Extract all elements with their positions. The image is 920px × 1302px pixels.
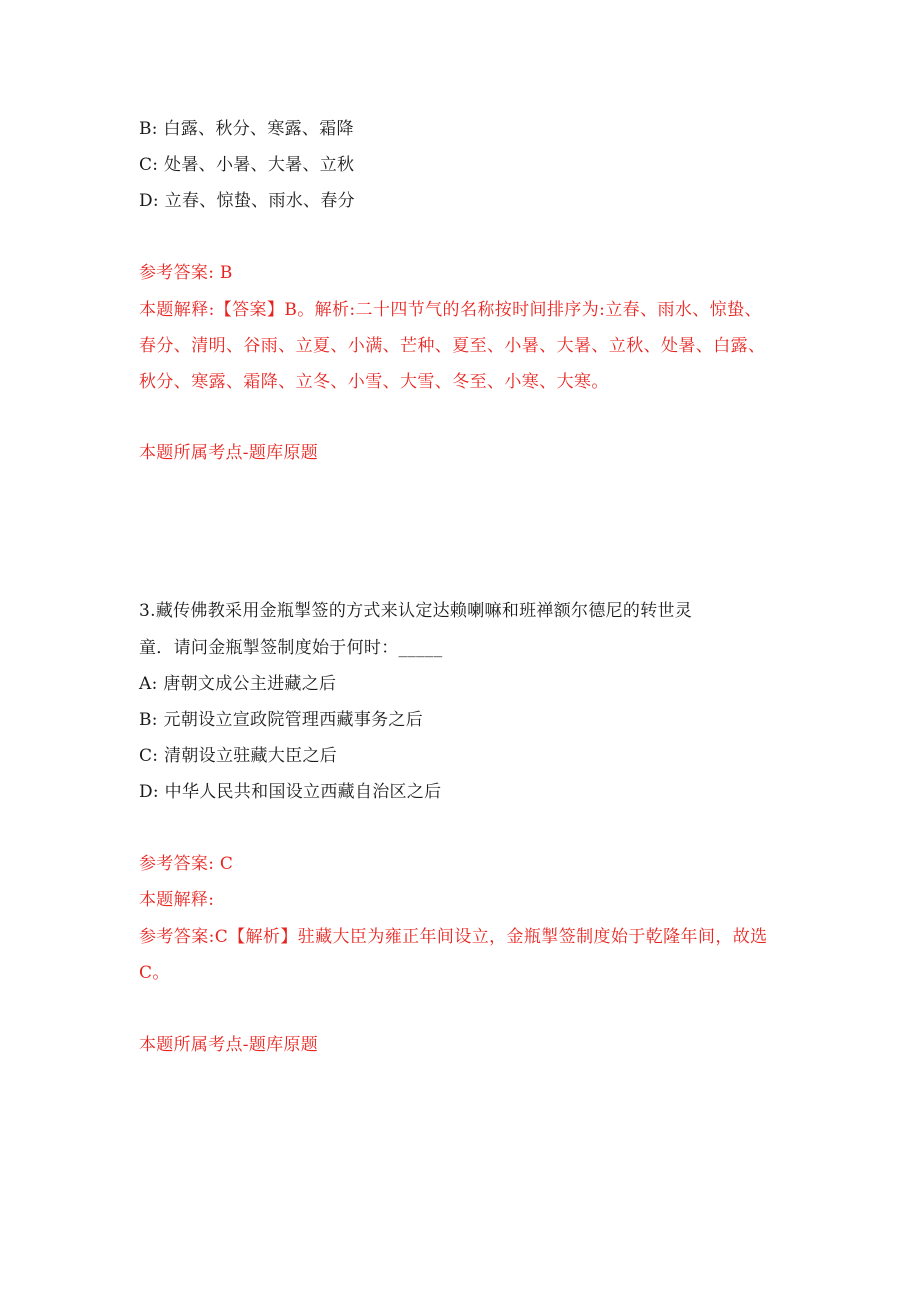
- q2-option-c: C: 处暑、小暑、大暑、立秋: [139, 155, 355, 175]
- q2-option-d: D: 立春、惊蛰、雨水、春分: [139, 191, 355, 211]
- q2-source: 本题所属考点-题库原题: [139, 443, 319, 463]
- q3-option-d: D: 中华人民共和国设立西藏自治区之后: [139, 782, 442, 802]
- q3-answer: 参考答案: C: [139, 854, 234, 874]
- q3-option-a: A: 唐朝文成公主进藏之后: [139, 674, 337, 694]
- q3-question-line1: 3.藏传佛教采用金瓶掣签的方式来认定达赖喇嘛和班禅额尔德尼的转世灵: [139, 601, 693, 621]
- q3-source: 本题所属考点-题库原题: [139, 1035, 319, 1055]
- q3-option-c: C: 清朝设立驻藏大臣之后: [139, 746, 338, 766]
- q2-explanation: 本题解释:【答案】B。解析:二十四节气的名称按时间排序为:立春、雨水、惊蛰、春分、清明、谷雨、立夏、小满、芒种、夏至、小暑、大暑、立秋、处暑、白露、秋分、寒露、霜降、立冬、小雪、大雪、冬至、小寒、大寒。: [139, 300, 766, 392]
- q3-option-b: B: 元朝设立宣政院管理西藏事务之后: [139, 710, 424, 730]
- q3-question-line2: 童．请问金瓶掣签制度始于何时：_____: [139, 638, 443, 658]
- q3-explanation-label: 本题解释:: [139, 890, 215, 910]
- q3-explanation: 参考答案:C【解析】驻藏大臣为雍正年间设立，金瓶掣签制度始于乾隆年间，故选C。: [139, 927, 768, 983]
- q2-option-b: B: 白露、秋分、寒露、霜降: [139, 119, 354, 139]
- q2-answer: 参考答案: B: [139, 263, 233, 283]
